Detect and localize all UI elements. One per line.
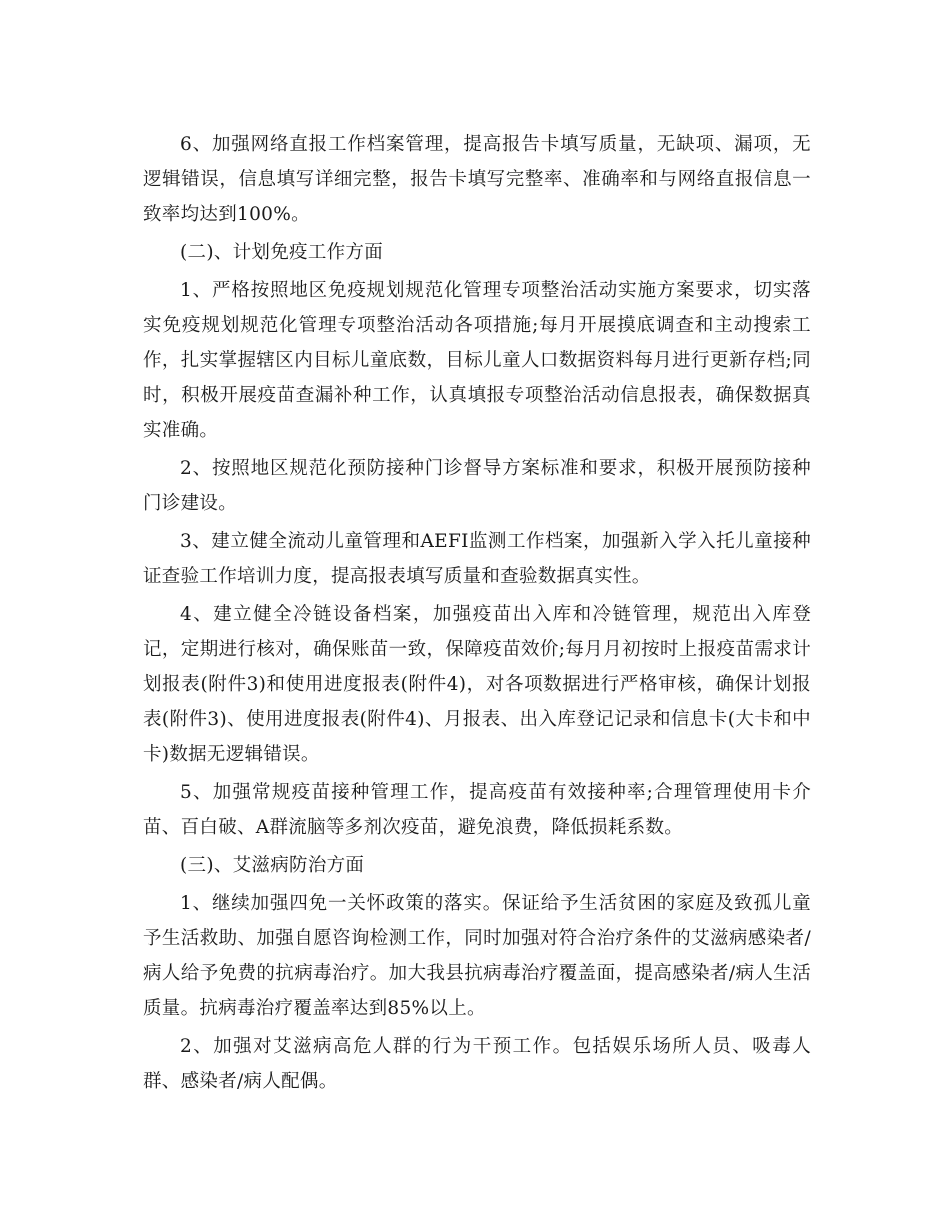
paragraph-immunization-item-2: 2、按照地区规范化预防接种门诊督导方案标准和要求，积极开展预防接种门诊建设。 <box>143 458 811 514</box>
paragraph-network-report-archive: 6、加强网络直报工作档案管理，提高报告卡填写质量，无缺项、漏项，无逻辑错误，信息填写详细完整，报告卡填写完整率、准确率和与网络直报信息一致率均达到100%。 <box>143 134 811 225</box>
document-body <box>143 127 811 1099</box>
paragraph-aids-item-1: 1、继续加强四免一关怀政策的落实。保证给予生活贫困的家庭及致孤儿童予生活救助、加强自愿咨询检测工作，同时加强对符合治疗条件的艾滋病感染者/病人给予免费的抗病毒治疗。加大我县抗病毒治疗覆盖面，提高感染者/病人生活质量。抗病毒治疗覆盖率达到85%以上。 <box>143 893 811 1019</box>
section-heading-immunization: (二)、计划免疫工作方面 <box>180 242 384 263</box>
paragraph-immunization-item-3: 3、建立健全流动儿童管理和AEFI监测工作档案，加强新入学入托儿童接种证查验工作培训力度，提高报表填写质量和查验数据真实性。 <box>143 531 811 587</box>
paragraph-immunization-item-5: 5、加强常规疫苗接种管理工作，提高疫苗有效接种率;合理管理使用卡介苗、百白破、A群流脑等多剂次疫苗，避免浪费，降低损耗系数。 <box>143 782 811 838</box>
paragraph-aids-item-2: 2、加强对艾滋病高危人群的行为干预工作。包括娱乐场所人员、吸毒人群、感染者/病人配偶。 <box>143 1036 811 1092</box>
section-heading-aids: (三)、艾滋病防治方面 <box>180 855 365 876</box>
paragraph-immunization-item-4: 4、建立健全冷链设备档案，加强疫苗出入库和冷链管理，规范出入库登记，定期进行核对，确保账苗一致，保障疫苗效价;每月月初按时上报疫苗需求计划报表(附件3)和使用进度报表(附件4)，对各项数据进行严格审核，确保计划报表(附件3)、使用进度报表(附件4)、月报表、出入库登记记录和信息卡(大卡和中卡)数据无逻辑错误。 <box>143 604 811 765</box>
paragraph-immunization-item-1: 1、严格按照地区免疫规划规范化管理专项整治活动实施方案要求，切实落实免疫规划规范化管理专项整治活动各项措施;每月开展摸底调查和主动搜索工作，扎实掌握辖区内目标儿童底数，目标儿童人口数据资料每月进行更新存档;同时，积极开展疫苗查漏补种工作，认真填报专项整治活动信息报表，确保数据真实准确。 <box>143 280 811 441</box>
